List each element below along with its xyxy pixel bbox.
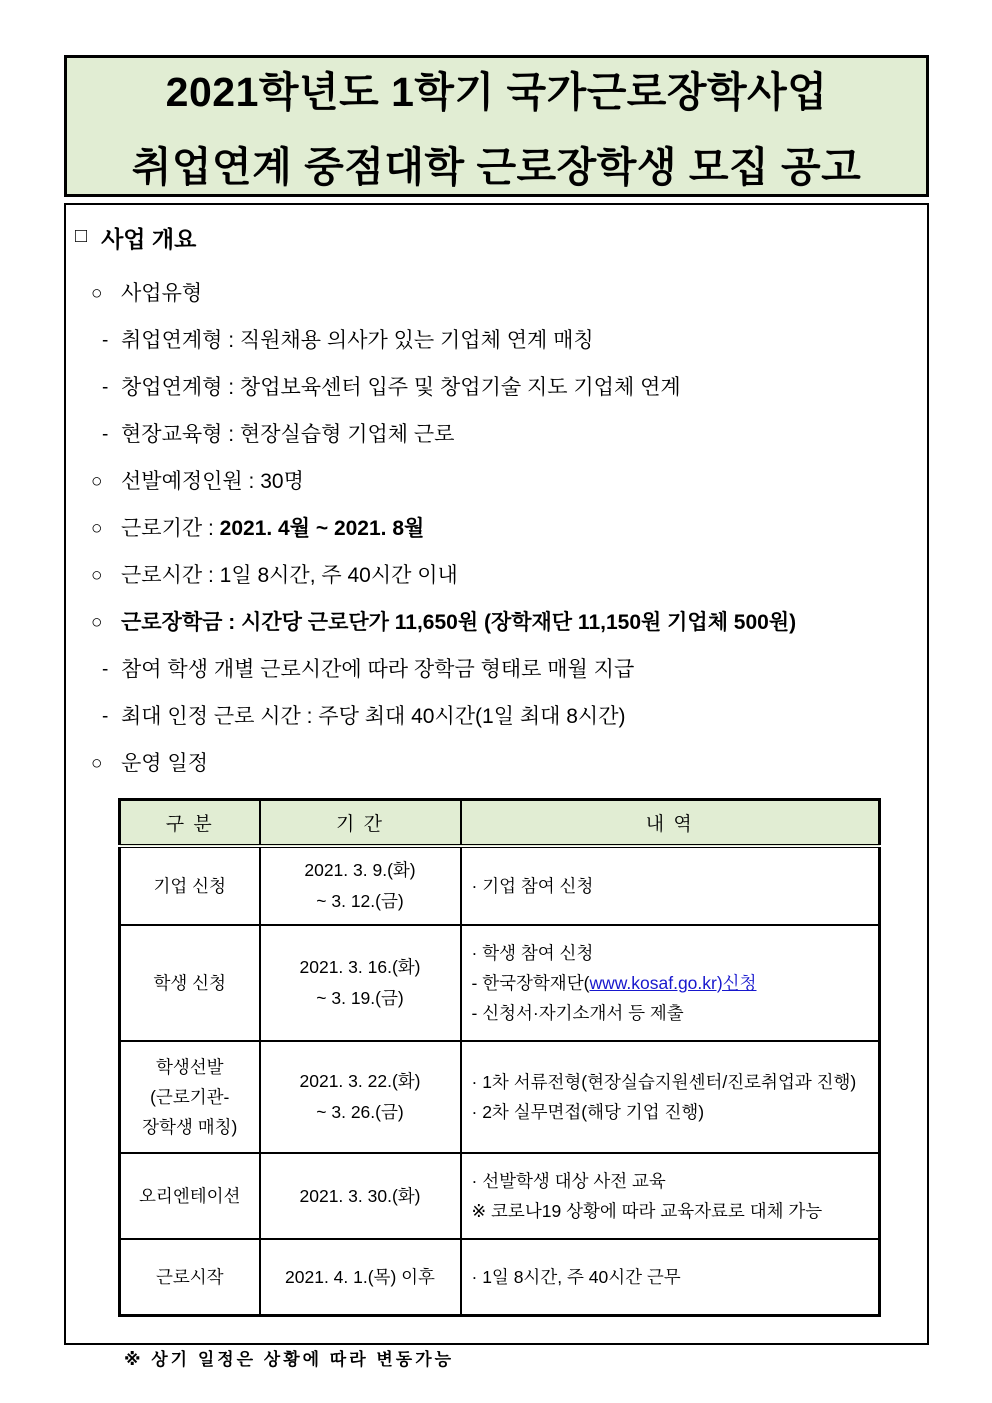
schedule-col-header: 내 역	[461, 800, 880, 847]
period-line: ~ 3. 12.(금)	[316, 891, 404, 911]
dash-bullet-icon: -	[102, 330, 109, 351]
schedule-table	[118, 798, 881, 1317]
overview-item-text: 취업연계형 : 직원채용 의사가 있는 기업체 연계 매칭	[121, 329, 594, 352]
schedule-col-header: 구 분	[120, 800, 260, 847]
circle-bullet-icon: ○	[91, 565, 103, 586]
period-line: 2021. 4. 1.(목) 이후	[285, 1266, 435, 1287]
period-line: 2021. 3. 16.(화)	[299, 957, 421, 977]
circle-bullet-icon: ○	[91, 283, 103, 304]
schedule-footnote: ※ 상기 일정은 상황에 따라 변동가능	[124, 1350, 455, 1369]
overview-item-text: 근로기간 : 2021. 4월 ~ 2021. 8월	[121, 517, 425, 540]
schedule-period-cell	[260, 846, 461, 925]
detail-line: · 1차 서류전형(현장실습지원센터/진로취업과 진행)	[471, 1072, 857, 1092]
overview-item	[91, 422, 927, 447]
schedule-row	[120, 1153, 880, 1239]
period-line: ~ 3. 26.(금)	[316, 1102, 404, 1122]
overview-item	[91, 657, 927, 682]
overview-item	[91, 610, 927, 635]
circle-bullet-icon: ○	[91, 753, 103, 774]
schedule-col-header: 기 간	[260, 800, 461, 847]
schedule-category-cell	[120, 925, 260, 1041]
dash-bullet-icon: -	[102, 706, 109, 727]
notice-title-banner	[64, 55, 929, 197]
overview-item	[91, 516, 927, 541]
detail-line: ※ 코로나19 상황에 따라 교육자료로 대체 가능	[471, 1201, 823, 1221]
schedule-category-cell	[120, 1239, 260, 1316]
schedule-period-cell	[260, 1239, 461, 1316]
overview-item-bold-text: 2021. 4월 ~ 2021. 8월	[219, 517, 425, 540]
overview-item	[91, 704, 927, 729]
schedule-row	[120, 925, 880, 1041]
category-line: 근로시작	[155, 1267, 224, 1287]
schedule-details-cell	[461, 925, 880, 1041]
overview-list	[66, 281, 927, 776]
schedule-row	[120, 1239, 880, 1316]
schedule-details-cell	[461, 1239, 880, 1316]
overview-item	[91, 328, 927, 353]
dash-bullet-icon: -	[102, 424, 109, 445]
overview-item-text: 참여 학생 개별 근로시간에 따라 장학금 형태로 매월 지급	[121, 658, 635, 681]
detail-line: · 기업 참여 신청	[471, 876, 594, 896]
overview-item	[91, 751, 927, 776]
period-line: 2021. 3. 9.(화)	[304, 860, 416, 880]
overview-item-text: 창업연계형 : 창업보육센터 입주 및 창업기술 지도 기업체 연계	[121, 376, 681, 399]
category-line: 기업 신청	[153, 876, 226, 896]
detail-line: · 2차 실무면접(해당 기업 진행)	[471, 1102, 705, 1122]
category-line: 장학생 매칭)	[142, 1117, 238, 1137]
overview-item-text: 운영 일정	[121, 752, 208, 775]
overview-item-text	[121, 610, 796, 635]
kosaf-link[interactable]: www.kosaf.go.kr)신청	[589, 973, 757, 993]
notice-title-line2: 취업연계 중점대학 근로장학생 모집 공고	[131, 144, 862, 190]
circle-bullet-icon: ○	[91, 471, 103, 492]
category-line: 오리엔테이션	[139, 1186, 241, 1206]
detail-line: - 한국장학재단(www.kosaf.go.kr)신청	[471, 973, 757, 993]
overview-item-text: 근로시간 : 1일 8시간, 주 40시간 이내	[121, 564, 458, 587]
schedule-details-cell	[461, 1153, 880, 1239]
dash-bullet-icon: -	[102, 659, 109, 680]
schedule-period-cell	[260, 1153, 461, 1239]
overview-item	[91, 281, 927, 306]
dash-bullet-icon: -	[102, 377, 109, 398]
notice-body	[64, 203, 929, 1369]
section-heading-overview	[75, 221, 927, 254]
overview-item-text: 선발예정인원 : 30명	[121, 470, 304, 493]
square-bullet-icon: □	[75, 225, 88, 247]
overview-item-bold-text: 근로장학금 : 시간당 근로단가 11,650원 (장학재단 11,150원 기업체 500원)	[121, 611, 797, 634]
detail-line: - 신청서·자기소개서 등 제출	[471, 1003, 684, 1023]
schedule-period-cell	[260, 1041, 461, 1153]
schedule-row	[120, 846, 880, 925]
detail-line: · 1일 8시간, 주 40시간 근무	[471, 1267, 681, 1287]
period-line: ~ 3. 19.(금)	[316, 988, 404, 1008]
overview-item-text: 사업유형	[121, 282, 203, 305]
schedule-table-header	[120, 800, 880, 847]
circle-bullet-icon: ○	[91, 518, 103, 539]
schedule-details-cell	[461, 1041, 880, 1153]
overview-item	[91, 469, 927, 494]
category-line: 학생 신청	[153, 973, 226, 993]
schedule-period-cell	[260, 925, 461, 1041]
schedule-details-cell	[461, 846, 880, 925]
circle-bullet-icon: ○	[91, 612, 103, 633]
schedule-category-cell	[120, 1153, 260, 1239]
schedule-row	[120, 1041, 880, 1153]
detail-line: · 선발학생 대상 사전 교육	[471, 1171, 666, 1191]
overview-item-text: 현장교육형 : 현장실습형 기업체 근로	[121, 423, 455, 446]
section-heading-text: 사업 개요	[101, 226, 197, 252]
period-line: 2021. 3. 22.(화)	[299, 1071, 421, 1091]
schedule-category-cell	[120, 1041, 260, 1153]
detail-line: · 학생 참여 신청	[471, 943, 594, 963]
schedule-table-body	[120, 846, 880, 1316]
overview-item	[91, 563, 927, 588]
overview-item-text: 최대 인정 근로 시간 : 주당 최대 40시간(1일 최대 8시간)	[121, 705, 626, 728]
notice-title-line1: 2021학년도 1학기 국가근로장학사업	[165, 69, 828, 115]
schedule-category-cell	[120, 846, 260, 925]
category-line: 학생선발	[155, 1057, 224, 1077]
period-line: 2021. 3. 30.(화)	[299, 1185, 421, 1206]
category-line: (근로기관-	[150, 1087, 230, 1107]
overview-item	[91, 375, 927, 400]
